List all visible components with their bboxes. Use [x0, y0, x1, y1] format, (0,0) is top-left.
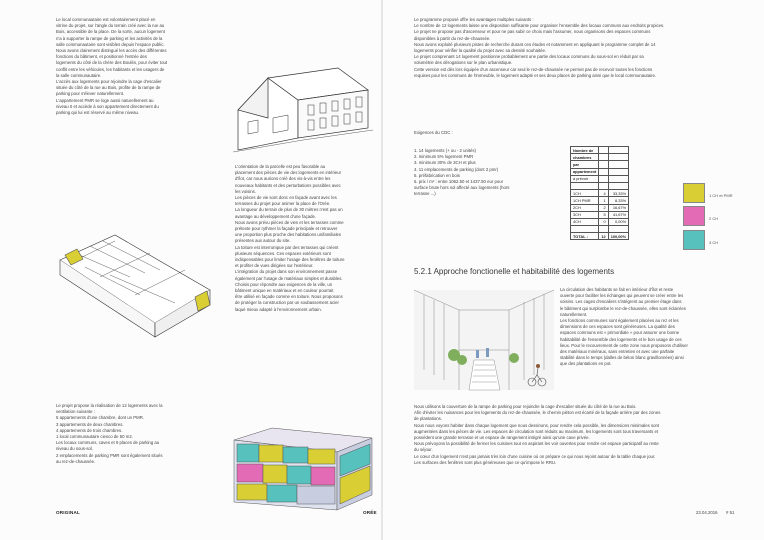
- table-cell: [608, 168, 628, 175]
- paragraph-line: Afin d'éviter les nuisances pour les logements du rez-de-chaussée, le chemin piéton est écarté de la façade arrière par des zones: [414, 410, 661, 416]
- paragraph-line: Nous avons clairement distingué les accès des différentes: [56, 48, 167, 54]
- paragraph-line: La toiture est interrompue par des terrasses qui créent: [235, 244, 339, 250]
- table-cell: [599, 168, 608, 175]
- table-cell: 2: [599, 204, 608, 211]
- table-cell: appartement: [571, 168, 599, 175]
- paragraph-line: ouverte pour faciliter les échanges qui peuvent se créer entre les: [560, 293, 684, 299]
- table-cell: [608, 147, 628, 154]
- paragraph-line: Le projet comprenant 14 logement positionne probablement une partie des locaux communs du sous-sol en réduit par sa: [414, 54, 644, 60]
- table-cell: [599, 147, 608, 154]
- paragraph-line: volumétrie des dérogations sur le plan urbanistique.: [414, 60, 513, 66]
- cdc-requirements-list: [414, 148, 564, 198]
- table-cell: [571, 226, 599, 233]
- paragraph-line: plusieurs séquences. Ces espaces extérieurs sont: [235, 250, 331, 256]
- paragraph-line: au rez-de-chaussée.: [56, 458, 96, 464]
- table-row: [571, 161, 629, 168]
- paragraph-line: bâtiment unique en matériaux et en couleur pourrait: [235, 288, 334, 294]
- paragraph-line: 4 appartements de trois chambres.: [56, 427, 123, 433]
- table-cell: 1CH: [571, 190, 599, 197]
- table-row: [571, 154, 629, 161]
- paragraph-line: terrasses du projet pour animer la place de l'Orée.: [235, 201, 331, 207]
- paragraph-line: Les locaux communs, caves et 9 places de parking au: [56, 440, 160, 446]
- paragraph-line: placement des pièces de vie des logements en intérieur: [235, 170, 342, 176]
- paragraph-line: naturellement.: [560, 311, 588, 317]
- paragraph-line: stabilité dans le temps (dalles de béton blanc gravillonnées) ainsi: [560, 355, 684, 361]
- paragraph-line: nouveaux habitants et des perturbations possibles avec: [235, 182, 341, 188]
- paragraph-line: espaces communs est « primordiale » pour assurer une bonne: [560, 330, 680, 336]
- paragraph-line: indispensables pour limiter l'usage des fenêtres de toiture: [235, 257, 345, 263]
- cdc-title: Exigences du CDC :: [414, 130, 453, 135]
- paragraph-line: avantage au développement d'une façade.: [235, 213, 317, 219]
- footer-left-label: ORIGINAL: [56, 510, 81, 515]
- legend-label: 2 CH: [709, 216, 719, 221]
- colored-block-model: [232, 420, 377, 515]
- paragraph-line: Les fonctions communes sont également placées au rez et les: [560, 318, 679, 324]
- paragraph-line: habitabilité de l'ensemble des logements et le bon usage de ces: [560, 336, 682, 342]
- table-cell: 0: [599, 218, 608, 225]
- paragraph-line: 3 appartements de deux chambres.: [56, 421, 124, 427]
- paragraph-line: dimensions de ces espaces sont généreuses. La qualité des: [560, 324, 675, 330]
- paragraph-line: Le local communautaire est volontairement placé en: [56, 17, 156, 22]
- paragraph-line: vitrine du projet, sur l'angle du terrain créé avec la rue au: [56, 23, 165, 29]
- paragraph-line: L'accès aux logements pour rejoindre la cage d'escalier: [56, 79, 162, 85]
- paragraph-line: voisins. Les cages d'escaliers s'intègrent au premier étage dans: [560, 299, 682, 305]
- paragraph-line: les voisins.: [235, 188, 257, 194]
- paragraph-line: Les pièces de vie sont donc en façade avant avec les: [235, 195, 337, 201]
- paragraph-line: une proportion plus proche des habitations unifamiliales: [235, 232, 342, 238]
- paragraph-line: Le cœur d'un logement n'est pas jamais très loin d'une cuisine où on prépare ce qui nous rejoint autour de la table chaque jour.: [414, 453, 656, 459]
- cdc-item: 1. 14 logements (+ ou - 2 unités): [414, 148, 476, 153]
- paragraph-line: Nous avons prévu pièces de vies et les terrasses comme: [235, 219, 344, 225]
- table-row: [571, 168, 629, 175]
- paragraph-line: 1 local communautaire ciesco de 50 m2.: [56, 434, 133, 440]
- paragraph-line: augmentées dans les pièces de vie. Les espaces de circulation sont réduits au maximum, les logements sont tous traversants et: [414, 428, 659, 434]
- rooms-table: [570, 146, 629, 240]
- paragraph-line: L'orientation de la parcelle est peu favorable au: [235, 164, 326, 169]
- table-cell: [608, 175, 628, 182]
- footer-date: 23.04.2016: [696, 510, 718, 515]
- paragraph-line: Nous prévoyons la possibilité de fermer les cuisines tout en aspirant les voir ouvertes pour rendre cet espace participatif au reste: [414, 441, 659, 447]
- paragraph-line: requises pour les communs de l'immeuble, le logement adapté et ses deux places de parking ainsi que le local communautaire.: [414, 72, 657, 78]
- table-cell: 12: [599, 233, 608, 240]
- table-row: [571, 233, 629, 240]
- table-row: [571, 175, 629, 182]
- table-cell: [599, 226, 608, 233]
- table-row: [571, 211, 629, 218]
- paragraph-line: logements du côté de la chère des Boulés, pour éviter tout: [56, 60, 168, 66]
- paragraph-line: Nous utilisons la couverture de la rampe de parking pour rejoindre la cage d'escalier située du côté de la rue au Bois.: [414, 404, 637, 409]
- axonometric-sketch-middle: [55, 215, 215, 345]
- table-cell: à prévoir: [571, 175, 599, 182]
- paragraph-line: Le projet ne propose pas d'ascenseur et pour ne pas subir ce choix mais l'assumer, nous organisons des espaces communs: [414, 29, 651, 35]
- table-cell: 41,67%: [608, 211, 628, 218]
- table-row: [571, 190, 629, 197]
- paragraph-line: Les surfaces des fenêtres sont plus généreuses que ce qu'impose le RRU.: [414, 459, 557, 465]
- table-cell: 4CH: [571, 218, 599, 225]
- paragraph-line: également par l'usage de matériaux simples et durables.: [235, 275, 343, 281]
- table-row: [571, 147, 629, 154]
- table-cell: 33,33%: [608, 190, 628, 197]
- paragraph-line: possèdent une grande terrasse et un espace de rangement intégré ainsi qu'une cave privée.: [414, 435, 590, 441]
- paragraph-line: être utilisé en façade comme en toiture. Nous proposons: [235, 294, 343, 300]
- footer-center-label: ORÉE: [363, 510, 377, 515]
- paragraph-line: lieux. Pour le recouvrement de cette zone nous proposons d'utiliser: [560, 342, 688, 348]
- paragraph-line: du séjour.: [414, 447, 433, 453]
- axonometric-sketch-top: [228, 60, 378, 155]
- paragraph-line: Le projet propose la réalisation de 12 logements avec la: [56, 403, 163, 408]
- paragraph-line: parking pour s'élever naturellement.: [56, 91, 125, 97]
- cdc-item: 4. 11 emplacements de parking (dont 2 pmr): [414, 166, 499, 172]
- section-heading: 5.2.1 Approche fonctionelle et habitabilité des logements: [414, 267, 615, 276]
- paragraph-line: de protéger la construction par un soubassement acier: [235, 300, 339, 306]
- cdc-item: 3. minimum 30% de 3CH et plus: [414, 160, 476, 166]
- table-cell: chambres: [571, 154, 599, 161]
- courtyard-illustration: [414, 290, 554, 390]
- paragraph-line: Nous avons exploité plusieurs pistes de recherche durant ces études et notamment en appliquant le programme complet de 14: [414, 41, 656, 47]
- paragraph-line: des matériaux minéraux, sans entretien et avec une parfaite: [560, 349, 675, 355]
- paragraph-line: conflit entre les véhicules, les habitants et les usagers de: [56, 66, 165, 72]
- footer-page-number: # 51: [726, 510, 735, 515]
- table-cell: Nombre de: [571, 147, 599, 154]
- cdc-item: terrasse ...): [414, 191, 436, 197]
- paragraph-line: logements pour vérifier la qualité du projet avec sa densité souhaitée.: [414, 48, 547, 54]
- cdc-item: 2. minimum 5% logement PMR: [414, 154, 474, 160]
- table-cell: TOTAL :: [571, 233, 599, 240]
- paragraph-line: niveau du sous-sol.: [56, 446, 94, 452]
- paragraph-line: que des plantations en pot.: [560, 361, 612, 367]
- right-intro-text: [414, 17, 754, 79]
- paragraph-line: 5 appartements d'une chambre, dont un PMR.: [56, 415, 145, 421]
- table-cell: 3CH: [571, 211, 599, 218]
- table-row: [571, 182, 629, 189]
- paragraph-line: n'a à supporter la rampe de parking et les activités de la: [56, 35, 163, 41]
- table-cell: 16,67%: [608, 204, 628, 211]
- table-cell: 2CH: [571, 204, 599, 211]
- paragraph-line: L'appartement PMR se loge aussi naturellement au: [56, 97, 154, 103]
- left-col1-top-text: [56, 17, 216, 116]
- table-cell: 4: [599, 190, 608, 197]
- paragraph-line: Le programme proposé offre les avantages multiples suivants :: [414, 17, 534, 22]
- paragraph-line: de plantations.: [414, 416, 442, 422]
- right-bottom-text: [414, 404, 759, 466]
- table-row: [571, 197, 629, 204]
- table-cell: [608, 182, 628, 189]
- cdc-item: 6. prix / m² : entre 1062.50 et 1437.50 eur pour: [414, 179, 504, 185]
- paragraph-line: laqué mieux adapté à l'environnement urbain.: [235, 306, 322, 312]
- table-cell: [608, 161, 628, 168]
- table-cell: 100,00%: [608, 233, 628, 240]
- table-cell: [608, 154, 628, 161]
- legend-swatch: [683, 206, 705, 226]
- paragraph-line: La longueur du terrain de plus de 30 mètres n'est pas un: [235, 207, 343, 213]
- paragraph-line: disponibles à partir du rez-de-chaussée.: [414, 35, 491, 41]
- paragraph-line: Choisis pour répondre aux exigences de la ville, un: [235, 281, 333, 287]
- paragraph-line: Le nombre de 12 logements laisse une disposition suffisante pour organiser l'ensemble des locaux communs aux endroits propices.: [414, 23, 665, 29]
- legend-label: 3 CH: [709, 240, 719, 245]
- table-cell: [599, 154, 608, 161]
- table-row: [571, 204, 629, 211]
- legend-label: 1 CH et PMR: [709, 193, 733, 198]
- table-row: [571, 218, 629, 225]
- paragraph-line: Nous nous voyons habiter dans chaque logement que nous dessinons, pour rendre cela possible, les dimensions minimales sont: [414, 422, 660, 428]
- paragraph-line: présentes aux autour du site.: [235, 238, 291, 244]
- legend-swatch: [683, 230, 705, 250]
- table-cell: [599, 182, 608, 189]
- left-col1-bottom-text: [56, 403, 216, 465]
- legend-swatch: [683, 183, 705, 203]
- paragraph-line: Cette version est dès lors équipée d'un ascenseur car seul le rez-de-chaussée ne permet pas de recevoir toutes les fonctions: [414, 66, 653, 72]
- table-cell: 8,33%: [608, 197, 628, 204]
- table-cell: 1CH PMR: [571, 197, 599, 204]
- paragraph-line: niveau 0 et accède à son appartement directement du: [56, 103, 159, 109]
- paragraph-line: située du côté de la rue au Bois, profite de la rampe de: [56, 85, 161, 91]
- paragraph-line: 2 emplacements de parking PMR sont également situés: [56, 452, 163, 458]
- paragraph-line: le bâtiment qui surplombe le rez-de-chaussée, elles sont éclairées: [560, 305, 686, 311]
- paragraph-line: salle communautaire sont visibles depuis l'espace public.: [56, 41, 165, 47]
- paragraph-line: ventilation suivante :: [56, 409, 95, 415]
- paragraph-line: et profiter de vues dirigées sur l'extérieur.: [235, 263, 314, 269]
- left-col2-mid-text: [235, 164, 380, 313]
- paragraph-line: fonctions du bâtiment, et positionné l'entrée des: [56, 54, 147, 60]
- paragraph-line: la salle communautaire.: [56, 72, 102, 78]
- table-cell: 1: [599, 197, 608, 204]
- paragraph-line: La circulation des habitants se fait en intérieur d'îlot et reste: [560, 287, 674, 292]
- paragraph-line: d'îlot, car nous aurions créé des vis-à-vis entre les: [235, 176, 331, 182]
- table-row: [571, 226, 629, 233]
- cdc-item: surface brute hors sol affecté aux logements (hors: [414, 185, 510, 191]
- right-side-text: [560, 287, 760, 368]
- paragraph-line: prétexte pour rythmer la façade principale et retrouver: [235, 226, 338, 232]
- table-cell: 5: [599, 211, 608, 218]
- table-cell: 0,00%: [608, 218, 628, 225]
- table-cell: [608, 226, 628, 233]
- paragraph-line: Bois, accessible de la place. De la sorte, aucun logement: [56, 29, 165, 35]
- cdc-item: 5. préfabrication en bois: [414, 172, 460, 178]
- table-cell: [599, 161, 608, 168]
- table-cell: [571, 182, 599, 189]
- paragraph-line: L'intégration du projet dans son environnement passe: [235, 269, 338, 275]
- paragraph-line: parking qui lui est réservé au même niveau.: [56, 110, 140, 116]
- table-cell: par: [571, 161, 599, 168]
- table-cell: [599, 175, 608, 182]
